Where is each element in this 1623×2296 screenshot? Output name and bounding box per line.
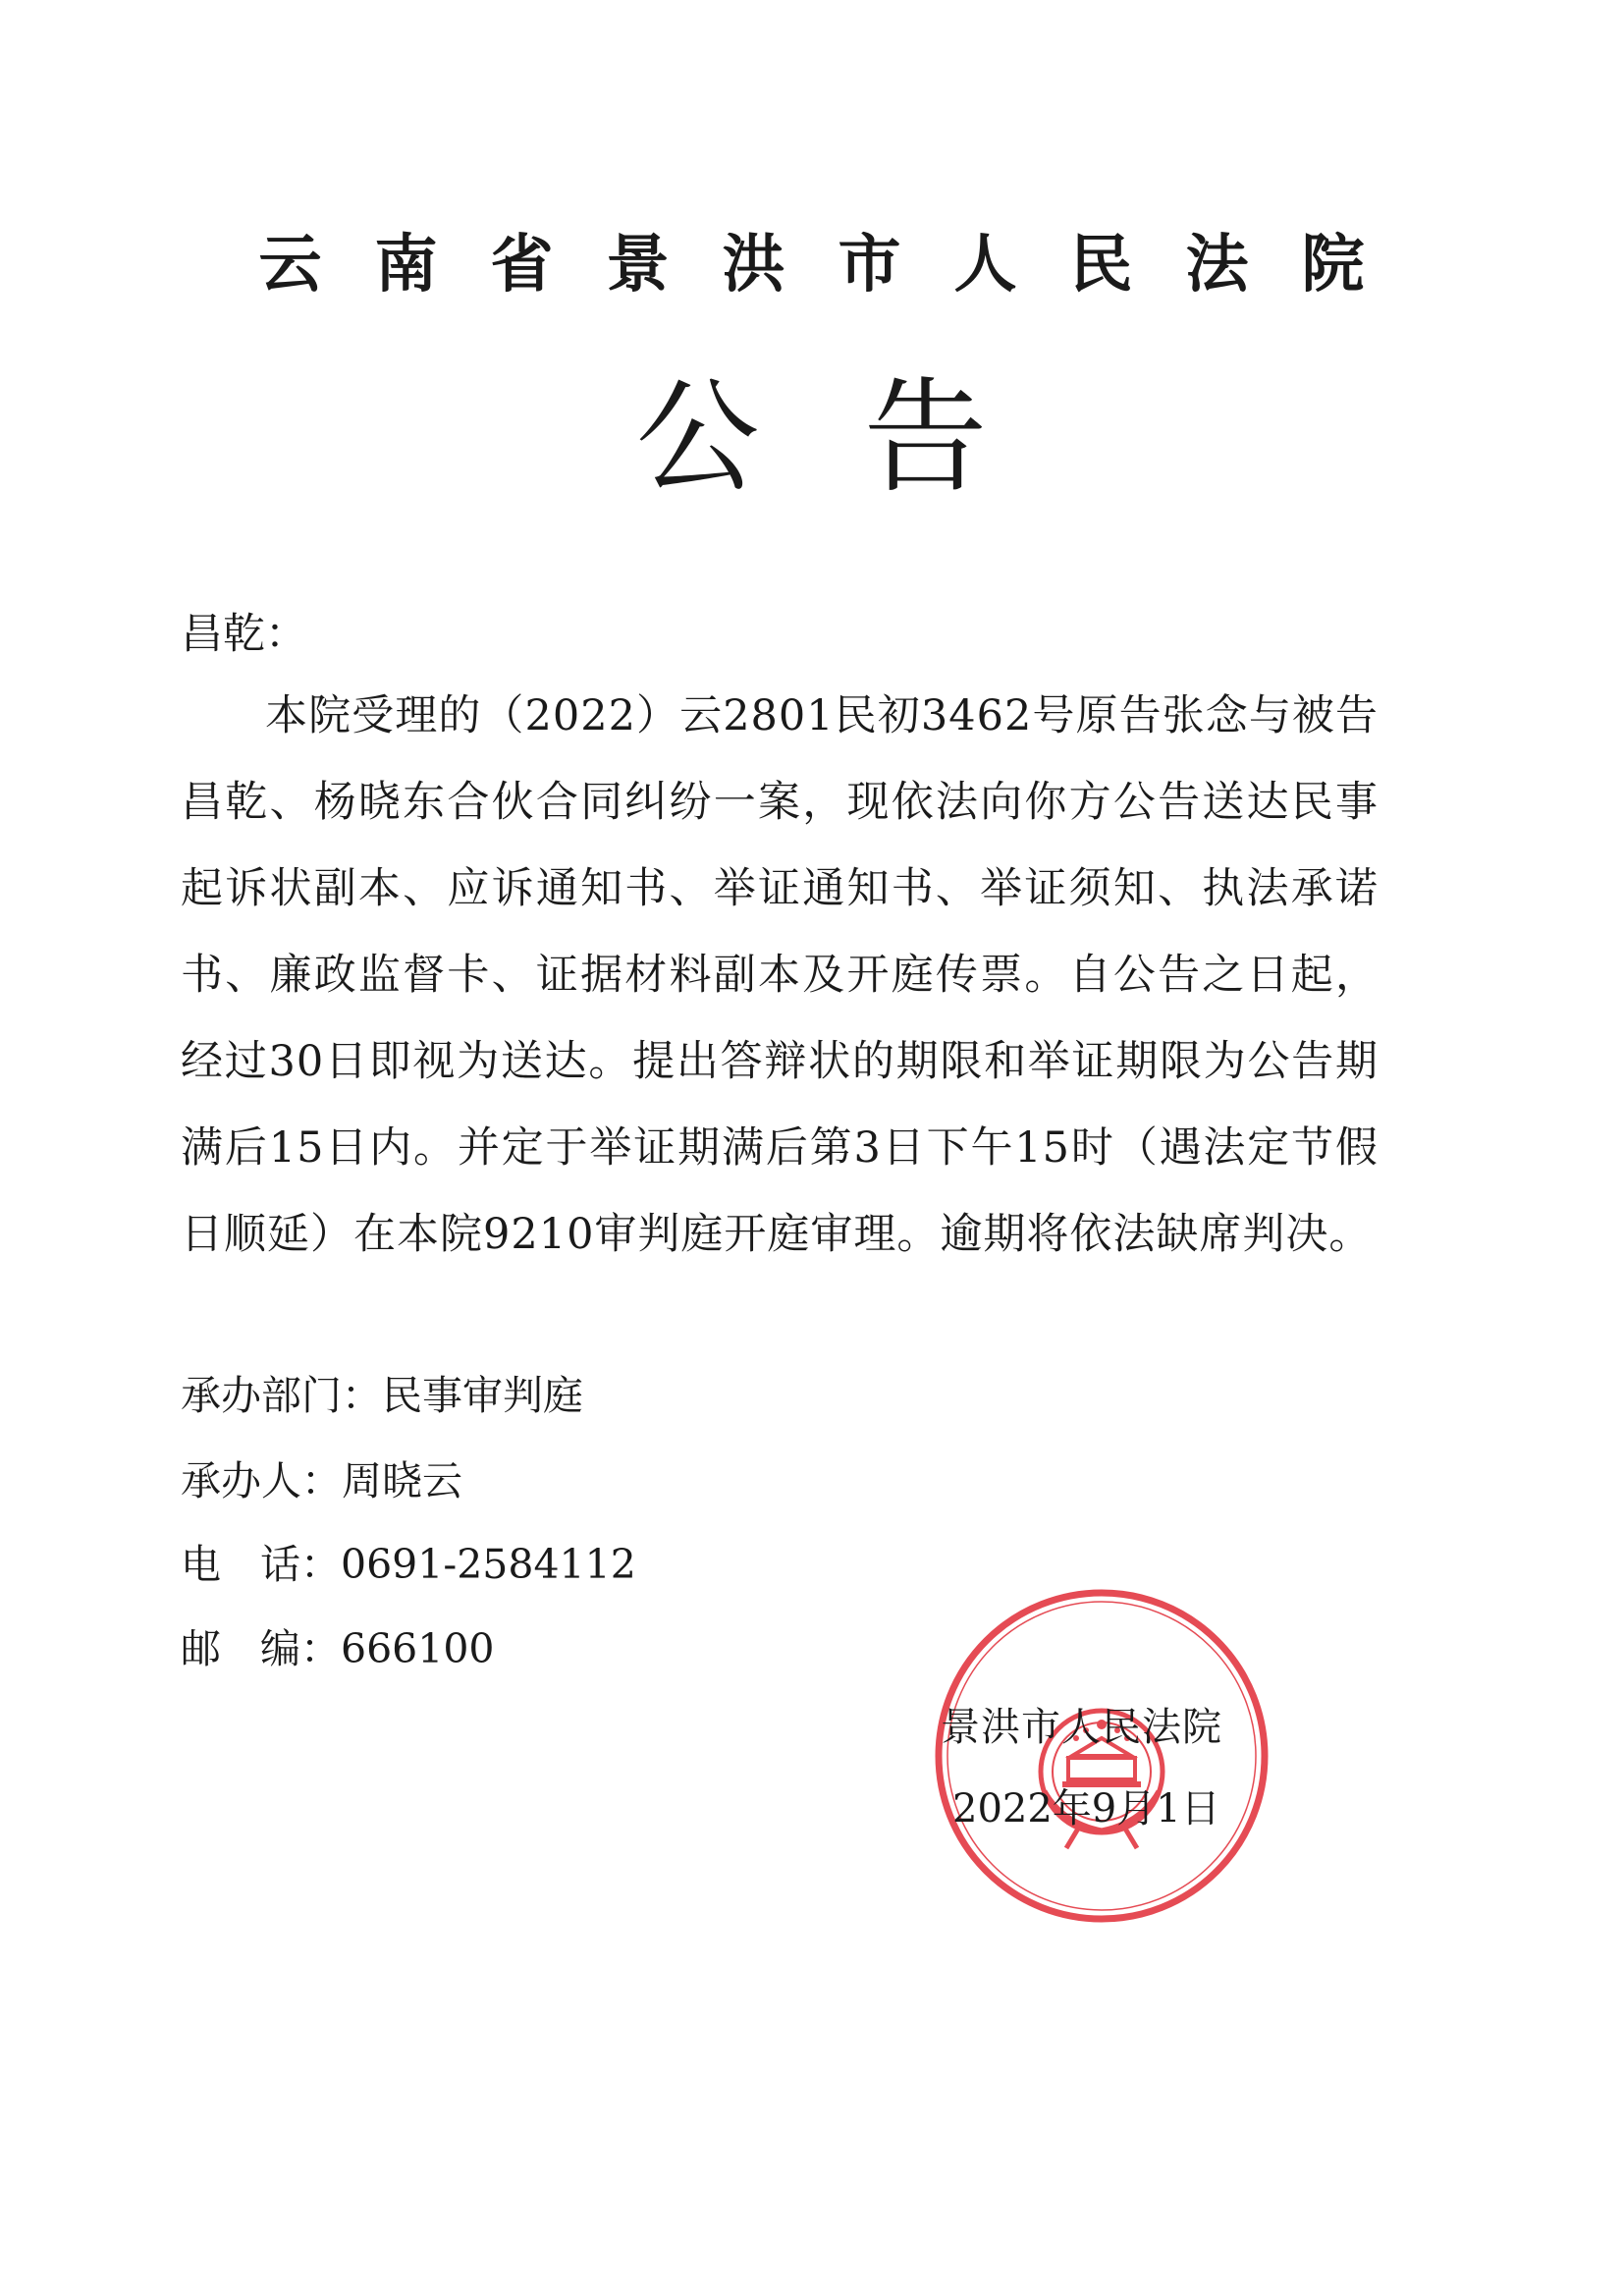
court-name-heading: 云南省景洪市人民法院 bbox=[258, 229, 1418, 301]
signature-court: 景洪市人民法院 bbox=[941, 1705, 1222, 1750]
dept-label: 承办部门： bbox=[181, 1372, 382, 1419]
dept-value: 民事审判庭 bbox=[382, 1372, 583, 1419]
phone-line bbox=[181, 1532, 636, 1590]
notice-title: 公告 bbox=[635, 365, 1092, 510]
addressee: 昌乾： bbox=[181, 610, 307, 659]
postcode-value: 666100 bbox=[341, 1625, 495, 1672]
dept-line bbox=[181, 1363, 583, 1421]
handler-label: 承办人： bbox=[181, 1457, 342, 1504]
signature-date: 2022年9月1日 bbox=[952, 1786, 1220, 1831]
phone-value: 0691-2584112 bbox=[341, 1541, 636, 1588]
postcode-label-2: 编： bbox=[260, 1625, 341, 1672]
handler-line bbox=[181, 1449, 462, 1506]
court-seal-icon bbox=[931, 1585, 1272, 1927]
notice-body: 本院受理的（2022）云2801民初3462号原告张念与被告昌乾、杨晓东合伙合同纠纷一案，现依法向你方公告送达民事起诉状副本、应诉通知书、举证通知书、举证须知、执法承诺书、廉政监督卡、证据材料副本及开庭传票。自公告之日起，经过30日即视为送达。提出答辩状的期限和举证期限为公告期满后15日内。并定于举证期满后第3日下午15时（遇法定节假日顺延）在本院9210审判庭开庭审理。逾期将依法缺席判决。 bbox=[181, 691, 1379, 1259]
postcode-label-1: 邮 bbox=[181, 1625, 260, 1672]
postcode-line bbox=[181, 1616, 495, 1674]
phone-label-2: 话： bbox=[260, 1541, 341, 1588]
phone-label-1: 电 bbox=[181, 1541, 260, 1588]
handler-value: 周晓云 bbox=[342, 1457, 462, 1504]
